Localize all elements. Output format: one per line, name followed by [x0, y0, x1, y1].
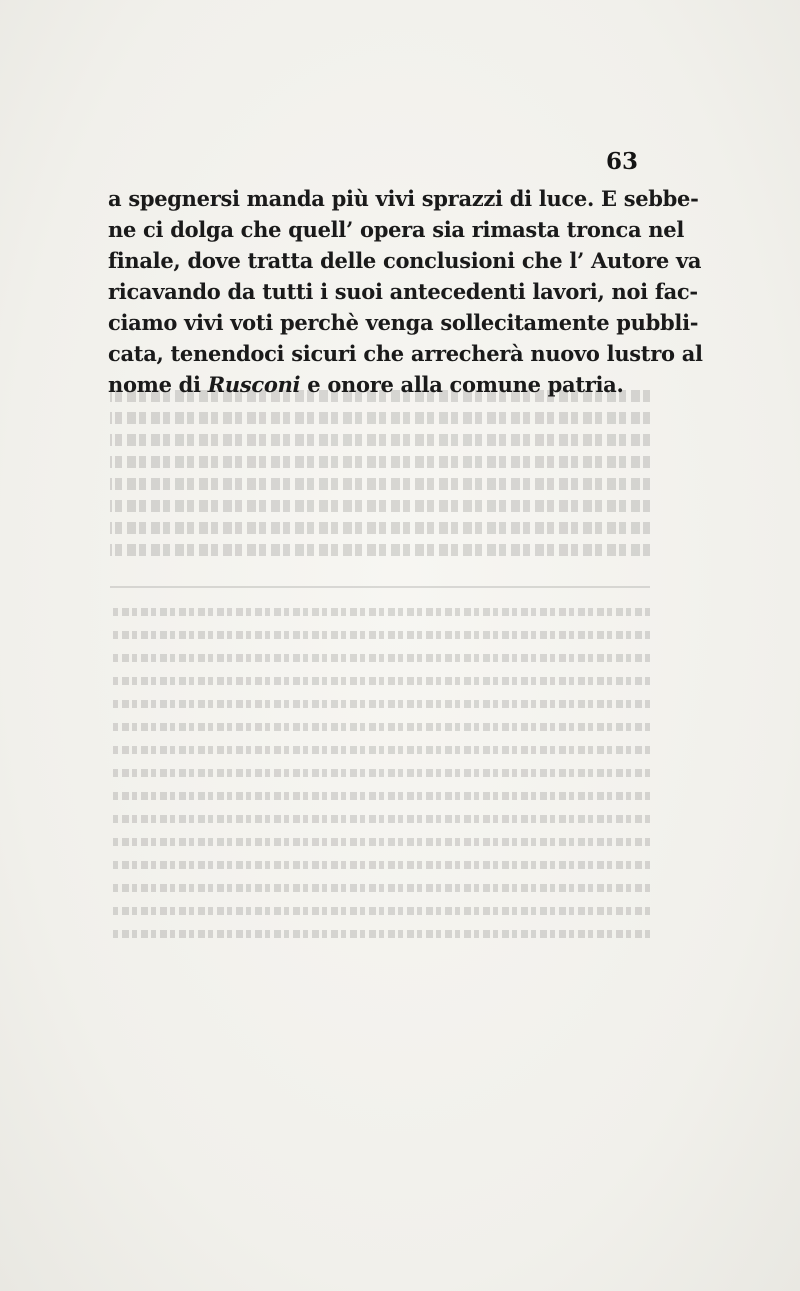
text-fragment: nome di	[108, 372, 208, 397]
body-paragraph	[108, 183, 703, 400]
text-fragment: e onore alla comune patria.	[300, 372, 624, 397]
bleed-through-text	[110, 380, 650, 1100]
text-line: finale, dove tratta delle conclusioni che l’ Autore va	[108, 248, 702, 273]
text-line: a spegnersi manda più vivi sprazzi di luce. E sebbe-	[108, 186, 699, 211]
text-line: ciamo vivi voti perchè venga sollecitamente pubbli-	[108, 310, 699, 335]
text-line: cata, tenendoci sicuri che arrecherà nuovo lustro al	[108, 341, 703, 366]
text-line: ricavando da tutti i suoi antecedenti lavori, noi fac-	[108, 279, 698, 304]
author-name: Rusconi	[207, 372, 301, 397]
page-number: 63	[606, 148, 639, 175]
text-line-last	[108, 369, 644, 400]
text-line: ne ci dolga che quell’ opera sia rimasta tronca nel	[108, 217, 685, 242]
